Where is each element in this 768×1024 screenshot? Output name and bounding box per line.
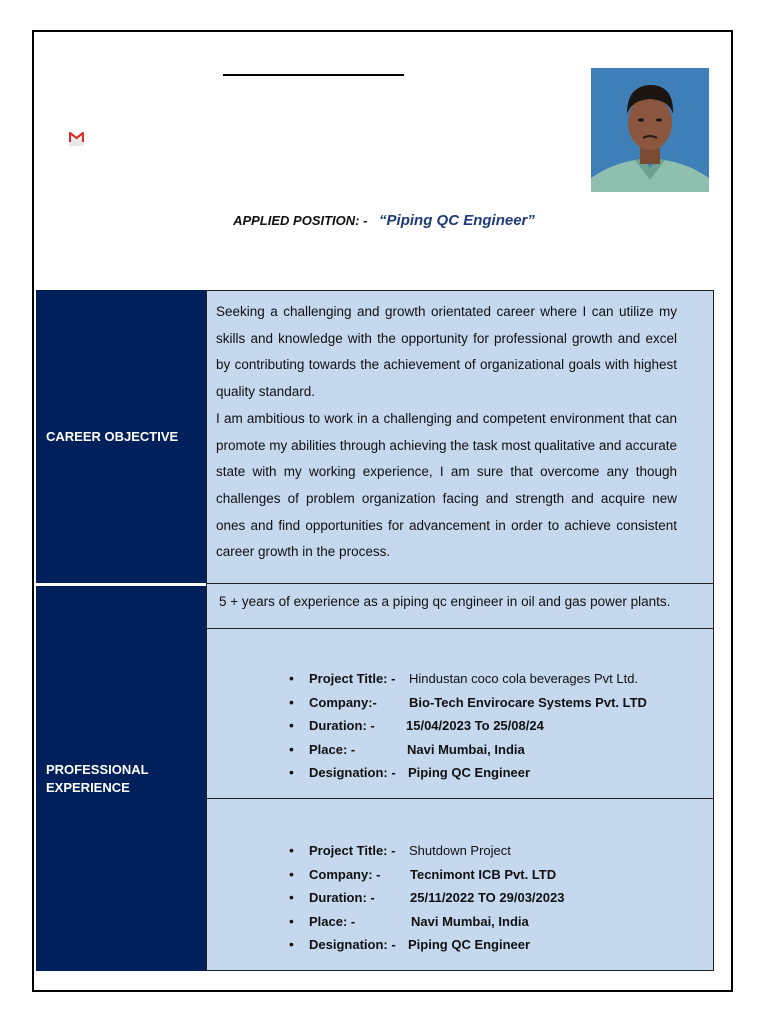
professional-experience-heading-cell bbox=[36, 586, 206, 971]
duration: 15/04/2023 To 25/08/24 bbox=[406, 718, 544, 734]
applied-position-label: APPLIED POSITION: - bbox=[233, 213, 368, 228]
name-underline bbox=[223, 74, 404, 76]
list-item: • Project Title: - Shutdown Project bbox=[289, 839, 564, 863]
list-item: • Place: - Navi Mumbai, India bbox=[289, 738, 647, 762]
experience-summary: 5 + years of experience as a piping qc engineer in oil and gas power plants. bbox=[219, 594, 671, 609]
project-2-details bbox=[289, 839, 564, 957]
list-item: • Company:- Bio-Tech Envirocare Systems Pvt. LTD bbox=[289, 691, 647, 715]
career-objective-content bbox=[206, 290, 714, 584]
career-objective-heading-cell bbox=[36, 290, 206, 583]
designation: Piping QC Engineer bbox=[408, 765, 531, 781]
project-title: Hindustan coco cola beverages Pvt Ltd. bbox=[409, 671, 639, 686]
list-item: • Duration: - 25/11/2022 TO 29/03/2023 bbox=[289, 886, 564, 910]
place: Navi Mumbai, India bbox=[407, 741, 525, 757]
applied-position-value: “Piping QC Engineer” bbox=[379, 212, 535, 229]
list-item: • Company: - Tecnimont ICB Pvt. LTD bbox=[289, 863, 564, 887]
professional-experience-title: PROFESSIONAL EXPERIENCE bbox=[46, 761, 149, 795]
project-title: Shutdown Project bbox=[409, 843, 511, 858]
experience-summary-cell bbox=[206, 583, 714, 629]
applied-position bbox=[0, 212, 768, 229]
gmail-icon[interactable] bbox=[69, 130, 84, 146]
list-item: • Project Title: - Hindustan coco cola beverages Pvt Ltd. bbox=[289, 667, 647, 691]
project-2-cell bbox=[206, 798, 714, 971]
list-item: • Duration: - 15/04/2023 To 25/08/24 bbox=[289, 714, 647, 738]
designation: Piping QC Engineer bbox=[408, 937, 531, 953]
project-1-cell bbox=[206, 628, 714, 799]
list-item: • Designation: - Piping QC Engineer bbox=[289, 933, 564, 957]
place: Navi Mumbai, India bbox=[411, 913, 529, 929]
duration: 25/11/2022 TO 29/03/2023 bbox=[410, 890, 565, 906]
list-item: • Place: - Navi Mumbai, India bbox=[289, 910, 564, 934]
profile-photo bbox=[591, 68, 709, 192]
project-1-details bbox=[289, 667, 647, 785]
career-objective-title: CAREER OBJECTIVE bbox=[46, 428, 179, 444]
company: Bio-Tech Envirocare Systems Pvt. LTD bbox=[409, 694, 647, 710]
career-objective-paragraph-2: I am ambitious to work in a challenging and competent environment that can promote my abilities through achieving the task most qualitative and accurate state with my working experience, I am sure that overcome any though challenges of problem organization facing and strength and acquire new ones and find opportunities for advancement in order to achieve consistent career growth in the process. bbox=[216, 410, 677, 560]
list-item: • Designation: - Piping QC Engineer bbox=[289, 761, 647, 785]
company: Tecnimont ICB Pvt. LTD bbox=[410, 866, 557, 882]
career-objective-paragraph-1: Seeking a challenging and growth orientated career where I can utilize my skills and knowledge with the opportunity for professional growth and excel by contributing towards the achievement of organizational goals with highest quality standard. bbox=[216, 304, 677, 400]
